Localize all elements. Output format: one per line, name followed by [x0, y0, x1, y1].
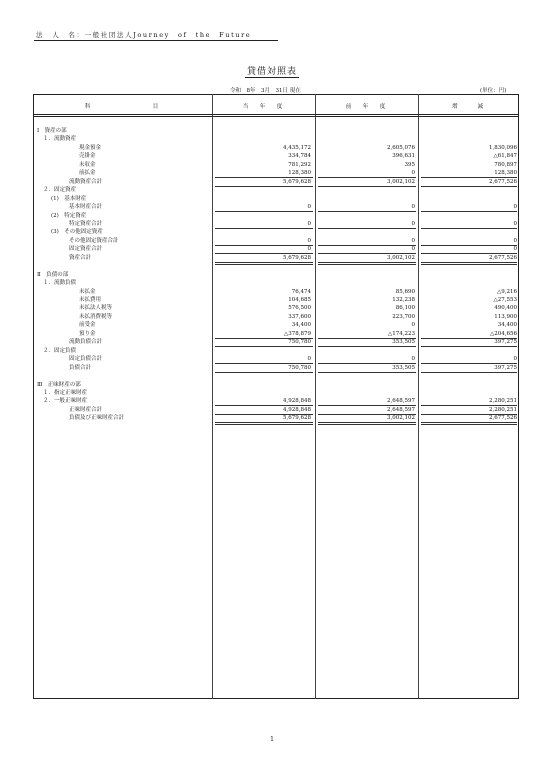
change-value: 2,280,251: [489, 398, 517, 405]
current-year-value: 0: [307, 220, 311, 227]
row-label: 資産合計: [69, 254, 92, 261]
cell-underline: [421, 422, 517, 425]
row-label: 前払金: [79, 170, 96, 177]
change-value: 128,380: [494, 170, 517, 177]
current-year-value: 104,685: [288, 297, 311, 303]
previous-year-value: 2,648,597: [387, 398, 415, 405]
previous-year-value: 0: [411, 220, 415, 227]
previous-year-value: 395: [404, 161, 415, 168]
change-value: 2,280,251: [489, 406, 517, 413]
previous-year-value: 2,648,597: [387, 406, 415, 413]
row-label: (1) 基本財産: [51, 195, 87, 202]
header-previous-year: 前 年 度: [345, 104, 389, 110]
row-label: 未払金: [79, 288, 96, 295]
previous-year-value: △174,223: [388, 330, 415, 337]
row-label: Ⅱ 負債の部: [37, 271, 69, 278]
document-title: [0, 64, 544, 77]
row-label: 流動資産合計: [69, 178, 103, 185]
header-double-rule: [33, 114, 519, 117]
current-year-value: 576,500: [288, 305, 311, 312]
change-value: 2,677,526: [489, 415, 517, 422]
current-year-value: 128,380: [288, 170, 311, 177]
change-value: 1,830,096: [489, 144, 517, 151]
current-year-value: 4,435,172: [283, 144, 311, 151]
row-label: 負債及び正味財産合計: [69, 415, 125, 422]
corporation-underline: [34, 40, 278, 41]
current-year-value: 4,928,848: [283, 406, 311, 413]
row-label: 未払費用: [79, 297, 102, 303]
previous-year-value: 3,002,102: [387, 178, 415, 185]
current-year-value: 334,784: [288, 153, 311, 160]
row-label: 未払消費税等: [79, 313, 113, 320]
unit-label: (単位：円): [480, 88, 507, 94]
row-label: 未収金: [79, 161, 96, 168]
current-year-value: 781,292: [288, 161, 311, 168]
row-label: 預り金: [79, 330, 96, 337]
current-year-value: 5,679,628: [283, 178, 311, 185]
row-label: １．流動負債: [43, 280, 77, 287]
previous-year-value: 3,002,102: [387, 415, 415, 422]
current-year-value: 5,679,628: [283, 254, 311, 261]
row-label: (2) 特定資産: [51, 212, 87, 219]
change-value: 34,400: [497, 322, 517, 329]
previous-year-value: 86,100: [395, 305, 415, 312]
row-label: １．指定正味財産: [43, 389, 88, 396]
row-label: Ⅰ 資産の部: [37, 128, 67, 134]
current-year-value: 0: [307, 237, 311, 244]
row-label: ２．固定資産: [43, 187, 77, 194]
previous-year-value: 0: [411, 204, 415, 211]
change-value: 113,900: [494, 313, 517, 320]
row-label: Ⅲ 正味財産の部: [37, 381, 81, 388]
previous-year-value: 0: [411, 322, 415, 329]
row-label: 前受金: [79, 322, 96, 329]
row-label: 流動負債合計: [69, 339, 103, 346]
change-value: 0: [513, 204, 517, 211]
previous-year-value: 2,605,076: [387, 144, 415, 151]
current-year-value: 4,928,848: [283, 398, 311, 405]
header-item: 科 目: [84, 104, 162, 110]
current-year-value: 337,600: [288, 313, 311, 320]
previous-year-value: 353,505: [392, 364, 415, 371]
cell-underline: [215, 422, 313, 425]
row-label: 負債合計: [69, 364, 92, 371]
row-label: 固定負債合計: [69, 356, 103, 363]
previous-year-value: 132,238: [392, 297, 415, 303]
change-value: △61,847: [493, 153, 517, 160]
previous-year-value: 223,700: [392, 313, 415, 320]
change-value: 0: [513, 246, 517, 253]
cell-underline: [318, 422, 416, 425]
current-year-value: 750,780: [288, 364, 311, 371]
header-change: 増 減: [451, 104, 486, 110]
current-year-value: 0: [307, 204, 311, 211]
change-value: 490,400: [494, 305, 517, 312]
row-label: 正味財産合計: [69, 406, 103, 413]
page-number: 1: [270, 736, 274, 743]
row-label: 基本財産合計: [69, 204, 103, 211]
change-value: △9,216: [497, 288, 517, 295]
change-value: 0: [513, 237, 517, 244]
current-year-value: 750,780: [288, 339, 311, 346]
header-current-year: 当 年 度: [242, 104, 286, 110]
current-year-value: 0: [307, 246, 311, 253]
change-value: 397,275: [494, 364, 517, 371]
change-value: 2,677,526: [489, 254, 517, 261]
report-date: 令和 8年 3月 31日 現在: [230, 88, 301, 94]
previous-year-value: 0: [411, 237, 415, 244]
current-year-value: 76,474: [291, 288, 311, 295]
row-label: ２．固定負債: [43, 347, 77, 354]
change-value: 2,677,526: [489, 178, 517, 185]
row-label: １．流動資産: [43, 136, 77, 143]
change-value: 0: [513, 356, 517, 363]
row-label: ２．一般正味財産: [43, 398, 88, 405]
current-year-value: 34,400: [291, 322, 311, 329]
row-label: (3) その他固定資産: [51, 229, 103, 236]
previous-year-value: 85,690: [395, 288, 415, 295]
current-year-value: △378,879: [284, 330, 311, 337]
row-label: 未払法人税等: [79, 305, 113, 312]
change-value: △204,656: [490, 330, 517, 337]
previous-year-value: 3,002,102: [387, 254, 415, 261]
change-value: △27,553: [493, 297, 517, 303]
current-year-value: 0: [307, 356, 311, 363]
row-label: 売掛金: [79, 153, 96, 160]
row-label: 現金預金: [79, 144, 102, 151]
row-label: 固定資産合計: [69, 246, 103, 253]
change-value: 397,275: [494, 339, 517, 346]
previous-year-value: 396,631: [392, 153, 415, 160]
title-text: 貸借対照表: [246, 67, 297, 77]
previous-year-value: 0: [411, 170, 415, 177]
previous-year-value: 0: [411, 356, 415, 363]
current-year-value: 5,679,628: [283, 415, 311, 422]
row-label: その他固定資産合計: [69, 237, 119, 244]
change-value: 780,897: [494, 161, 517, 168]
corporation-name: 法 人 名：一般社団法人Journey of the Future: [36, 31, 252, 39]
change-value: 0: [513, 220, 517, 227]
previous-year-value: 353,505: [392, 339, 415, 346]
previous-year-value: 0: [411, 246, 415, 253]
row-label: 特定資産合計: [69, 220, 103, 227]
